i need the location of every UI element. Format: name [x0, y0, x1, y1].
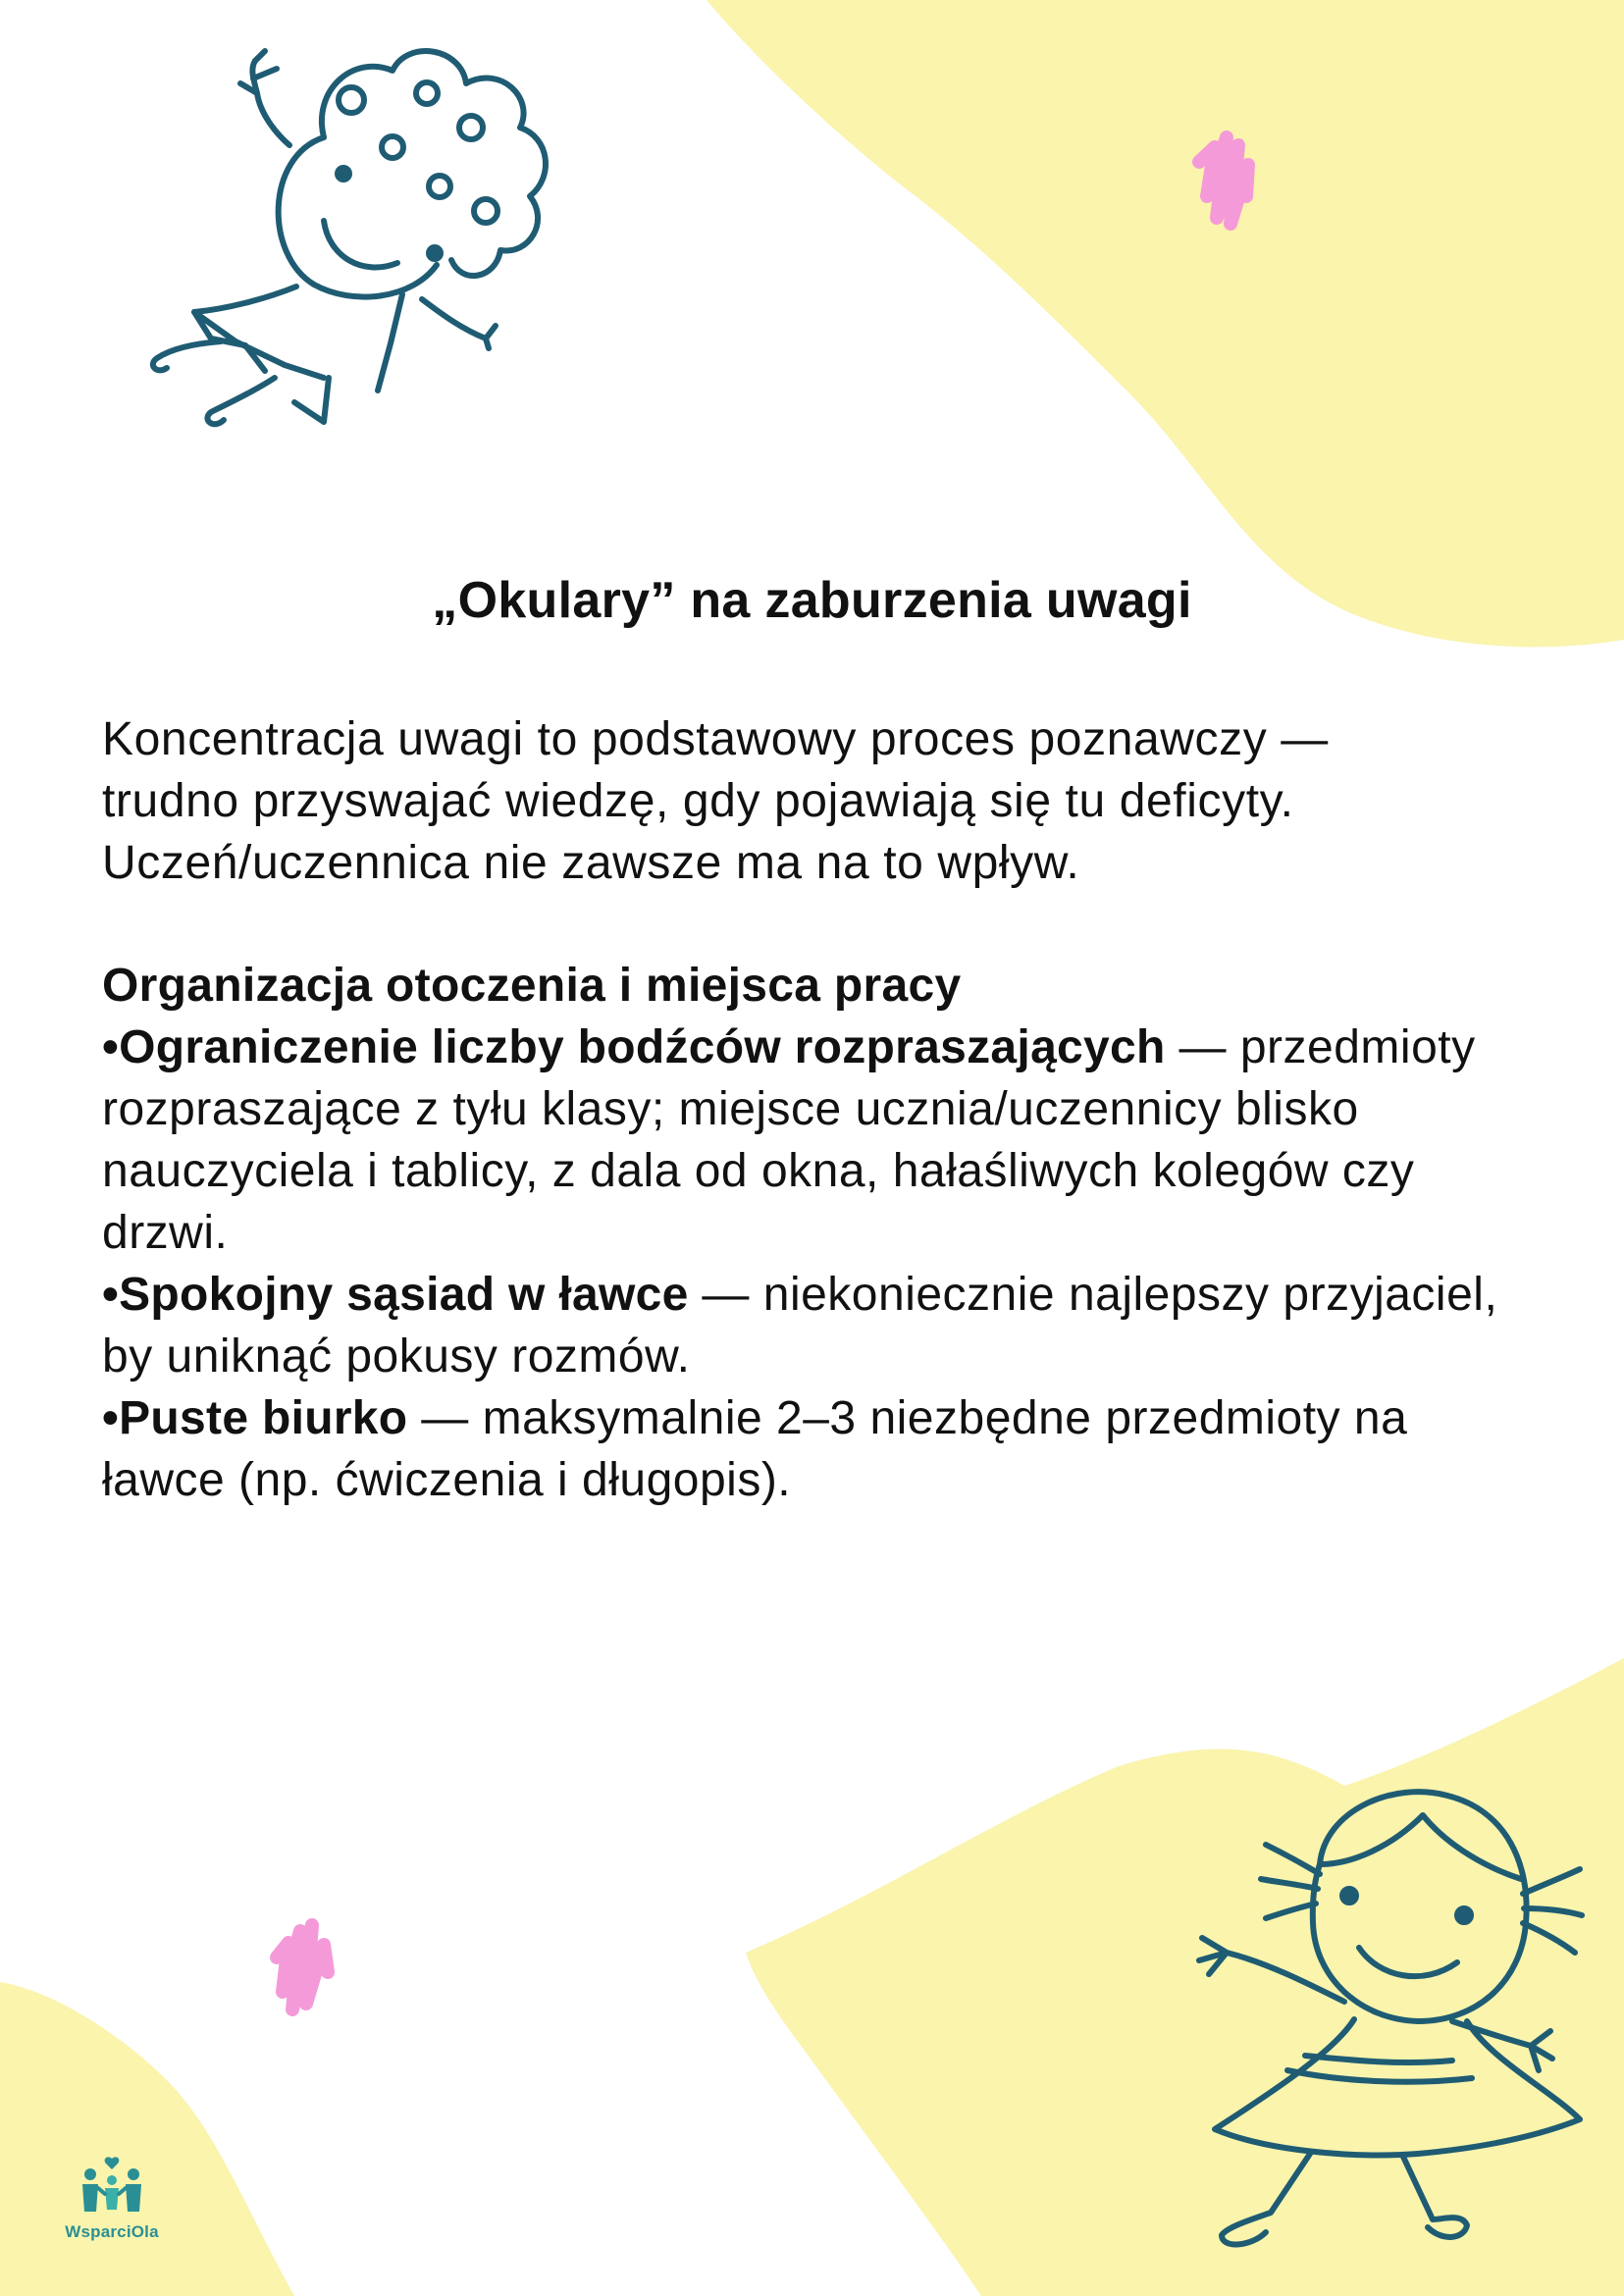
section-heading: Organizacja otoczenia i miejsca pracy — [102, 960, 962, 1012]
item-title: Spokojny sąsiad w ławce — [119, 1269, 689, 1321]
boy-doodle-icon — [153, 51, 546, 424]
environment-section — [102, 955, 1535, 1511]
item-text: — maksymalnie 2–3 niezbędne przedmioty na ławce (np. ćwiczenia i długopis). — [102, 1392, 1408, 1506]
item-text: — przedmioty rozpraszające z tyłu klasy; miejsce ucznia/uczennicy blisko nauczyciela i tablicy, z dala od okna, hałaśliwych kolegów czy drzwi. — [102, 1021, 1476, 1259]
intro-line: Koncentracja uwagi to podstawowy proces poznawczy — — [102, 713, 1329, 765]
item-text: — niekoniecznie najlepszy przyjaciel, by uniknąć pokusy rozmów. — [102, 1269, 1498, 1383]
item-title: Puste biurko — [119, 1392, 408, 1444]
brand-name: WsparciOla — [65, 2222, 159, 2241]
list-item — [102, 1264, 1535, 1387]
item-title: Ograniczenie liczby bodźców rozpraszających — [119, 1021, 1166, 1073]
intro-line: trudno przyswajać wiedzę, gdy pojawiają się tu deficyty. — [102, 775, 1294, 827]
page-title: „Okulary” na zaburzenia uwagi — [432, 572, 1192, 629]
list-item — [102, 1387, 1535, 1511]
family-logo-icon — [71, 2155, 153, 2218]
intro-paragraph — [102, 708, 1535, 894]
brand-logo — [43, 2155, 181, 2242]
intro-line: Uczeń/uczennica nie zawsze ma na to wpływ. — [102, 837, 1080, 889]
list-item — [102, 1017, 1535, 1264]
bullet-icon: • — [102, 1021, 120, 1073]
yellow-blob-top — [707, 0, 1624, 647]
yellow-blob-bottom-right — [746, 1658, 1624, 2296]
bullet-icon: • — [102, 1269, 120, 1321]
yellow-blob-bottom-left — [0, 1982, 294, 2296]
bullet-icon: • — [102, 1392, 120, 1444]
pink-scribble-icon — [277, 1925, 328, 2009]
